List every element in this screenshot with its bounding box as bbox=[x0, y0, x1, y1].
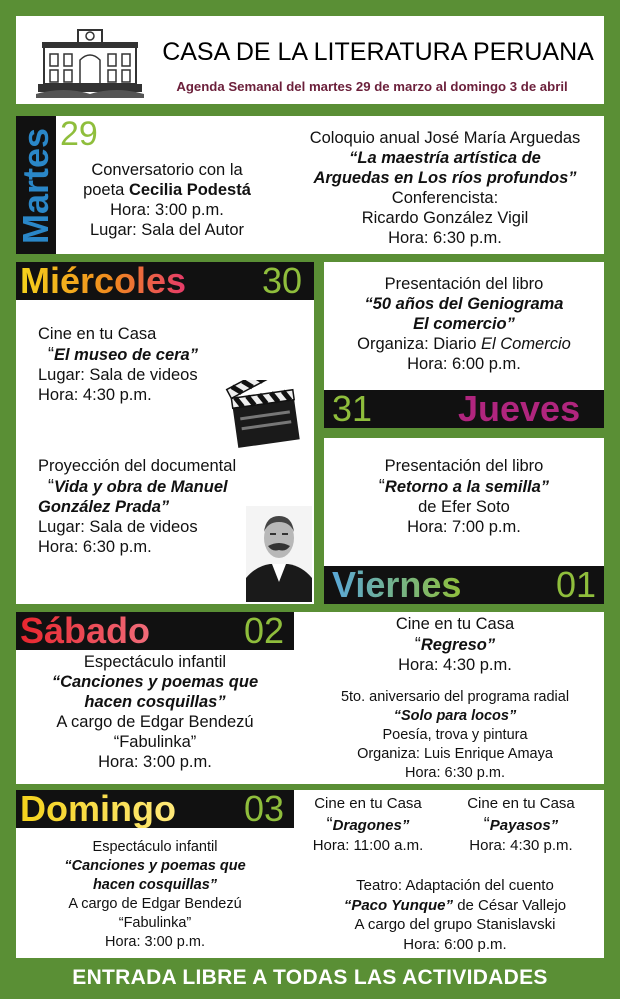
event-line: Cine en tu Casa bbox=[38, 325, 157, 343]
event-title: “Canciones y poemas que bbox=[51, 673, 259, 691]
event-line: “Fabulinka” bbox=[113, 733, 197, 751]
event-line: A cargo de Edgar Bendezú bbox=[68, 896, 242, 912]
event-line: A cargo del grupo Stanislavski bbox=[354, 916, 556, 933]
day-number-sabado: 02 bbox=[244, 610, 285, 651]
event-speaker: Cecilia Podestá bbox=[128, 181, 251, 199]
event-organizer: El Comercio bbox=[480, 335, 571, 353]
event-title: “50 años del Geniograma bbox=[364, 295, 564, 313]
event-title: “Solo para locos” bbox=[393, 708, 517, 724]
event-title: Vida y obra de Manuel bbox=[54, 478, 228, 496]
event-line: A cargo de Edgar Bendezú bbox=[56, 713, 254, 731]
event-title: “Canciones y poemas que bbox=[64, 858, 246, 874]
day-number-jueves: 31 bbox=[332, 388, 373, 429]
domingo-event-4 bbox=[306, 876, 604, 954]
sabado-event-3 bbox=[306, 688, 604, 783]
event-line: Proyección del documental bbox=[38, 457, 237, 475]
event-quote: “ bbox=[414, 634, 421, 654]
event-quote: “ bbox=[378, 476, 385, 496]
event-time: Hora: 3:00 p.m. bbox=[110, 201, 224, 219]
event-time: Hora: 6:00 p.m. bbox=[403, 935, 507, 953]
event-line: Poesía, trova y pintura bbox=[382, 727, 528, 743]
event-line: Cine en tu Casa bbox=[467, 795, 575, 812]
event-line: Cine en tu Casa bbox=[314, 795, 422, 812]
event-organizer: Organiza: Luis Enrique Amaya bbox=[357, 746, 553, 762]
event-line: Espectáculo infantil bbox=[92, 839, 218, 855]
event-time: Hora: 6:00 p.m. bbox=[407, 355, 521, 373]
day-label-miercoles: Miércoles bbox=[20, 260, 187, 301]
viernes-panel bbox=[324, 438, 604, 604]
event-time: Hora: 4:30 p.m. bbox=[38, 386, 152, 404]
footer-banner: ENTRADA LIBRE A TODAS LAS ACTIVIDADES bbox=[72, 966, 548, 989]
event-title: El museo de cera” bbox=[54, 346, 198, 364]
martes-panel bbox=[16, 116, 604, 254]
martes-event-2 bbox=[286, 128, 604, 248]
day-number-miercoles: 30 bbox=[262, 260, 303, 301]
event-line: de Efer Soto bbox=[418, 498, 510, 516]
event-line: Organiza: Diario bbox=[357, 335, 481, 353]
event-title: El comercio” bbox=[413, 315, 515, 333]
day-label-domingo: Domingo bbox=[20, 788, 176, 829]
domingo-event-1 bbox=[16, 838, 294, 952]
event-location: Lugar: Sala de videos bbox=[38, 518, 198, 536]
martes-event-1 bbox=[58, 160, 276, 240]
event-title: hacen cosquillas” bbox=[92, 877, 218, 893]
martes-band bbox=[16, 116, 56, 254]
event-line: “Fabulinka” bbox=[118, 915, 192, 931]
jueves-event-1 bbox=[324, 274, 604, 374]
jueves-panel bbox=[324, 262, 604, 428]
viernes-event-1 bbox=[324, 456, 604, 537]
day-number-domingo: 03 bbox=[244, 788, 285, 829]
viernes-band bbox=[324, 566, 604, 604]
miercoles-event-2 bbox=[38, 456, 278, 557]
event-line: Presentación del libro bbox=[384, 275, 544, 293]
event-line: Conversatorio con la bbox=[91, 161, 243, 179]
domingo-panel bbox=[16, 790, 604, 958]
event-quote: “ bbox=[483, 814, 490, 834]
event-time: Hora: 6:30 p.m. bbox=[388, 229, 502, 247]
event-title: “La maestría artística de bbox=[349, 149, 541, 167]
event-title: González Prada” bbox=[38, 498, 170, 516]
event-line: Conferencista: bbox=[391, 189, 499, 207]
event-line: 5to. aniversario del programa radial bbox=[340, 689, 570, 705]
event-title: Dragones” bbox=[332, 817, 410, 834]
header-panel bbox=[16, 16, 604, 104]
sabado-band bbox=[16, 612, 294, 650]
day-label-sabado: Sábado bbox=[20, 610, 151, 651]
event-line: Espectáculo infantil bbox=[83, 653, 227, 671]
building-logo-icon bbox=[34, 24, 146, 98]
event-quote: “ bbox=[48, 344, 54, 364]
page-subtitle: Agenda Semanal del martes 29 de marzo al domingo 3 de abril bbox=[176, 79, 568, 94]
event-title: Arguedas en Los ríos profundos” bbox=[313, 169, 577, 187]
day-label-jueves: Jueves bbox=[458, 388, 581, 429]
day-number-martes: 29 bbox=[60, 115, 98, 153]
portrait-photo bbox=[246, 506, 312, 602]
event-location: Lugar: Sala del Autor bbox=[89, 221, 245, 239]
event-time: Hora: 6:30 p.m. bbox=[38, 538, 152, 556]
event-time: Hora: 3:00 p.m. bbox=[105, 934, 205, 950]
event-quote: “ bbox=[326, 814, 333, 834]
event-line: Teatro: Adaptación del cuento bbox=[356, 877, 554, 894]
event-time: Hora: 4:30 p.m. bbox=[469, 837, 573, 854]
jueves-band bbox=[324, 390, 604, 428]
day-number-viernes: 01 bbox=[556, 564, 597, 605]
day-label-martes: Martes bbox=[15, 127, 56, 245]
event-line: Presentación del libro bbox=[384, 457, 544, 475]
event-time: Hora: 11:00 a.m. bbox=[312, 837, 424, 854]
event-time: Hora: 4:30 p.m. bbox=[398, 656, 512, 674]
miercoles-band bbox=[16, 262, 314, 300]
event-line: de César Vallejo bbox=[453, 896, 567, 914]
sabado-event-1 bbox=[16, 652, 294, 772]
domingo-band bbox=[16, 790, 294, 828]
domingo-event-3 bbox=[446, 794, 596, 856]
day-label-viernes: Viernes bbox=[332, 564, 462, 605]
event-title: “Paco Yunque” bbox=[343, 896, 454, 914]
event-speaker: Ricardo González Vigil bbox=[361, 209, 529, 227]
event-line: poeta bbox=[83, 181, 129, 199]
sabado-panel bbox=[16, 612, 604, 784]
event-time: Hora: 7:00 p.m. bbox=[407, 518, 521, 536]
event-title: hacen cosquillas” bbox=[84, 693, 226, 711]
miercoles-panel bbox=[16, 262, 314, 604]
event-title: Regreso” bbox=[420, 636, 496, 654]
domingo-event-2 bbox=[298, 794, 438, 856]
event-line: Cine en tu Casa bbox=[395, 615, 515, 633]
event-title: Retorno a la semilla” bbox=[384, 478, 550, 496]
event-time: Hora: 6:30 p.m. bbox=[405, 765, 505, 781]
event-time: Hora: 3:00 p.m. bbox=[98, 753, 212, 771]
event-quote: “ bbox=[48, 476, 54, 496]
event-title: Payasos” bbox=[489, 817, 559, 834]
event-line: Coloquio anual José María Arguedas bbox=[309, 129, 581, 147]
sabado-event-2 bbox=[306, 614, 604, 675]
event-location: Lugar: Sala de videos bbox=[38, 366, 198, 384]
film-clapper-icon bbox=[222, 380, 306, 450]
page-title: CASA DE LA LITERATURA PERUANA bbox=[162, 38, 594, 66]
